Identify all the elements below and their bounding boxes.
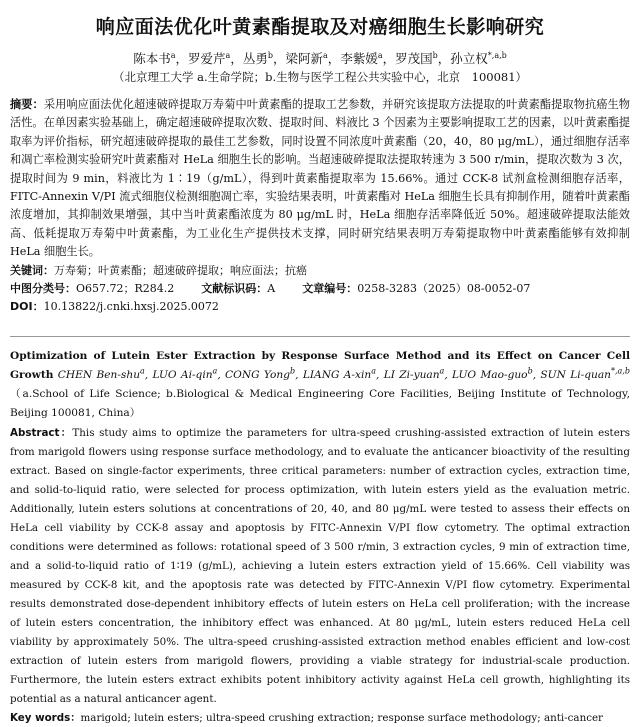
author-affiliation-mark: a: [170, 50, 176, 60]
author: SUN Li-quan: [540, 368, 611, 381]
clc-label: 中图分类号：: [10, 281, 76, 295]
author-affiliation-mark: a: [140, 366, 145, 376]
chinese-authors: 陈本书$^a$，罗爱芹$^a$，丛勇$^b$，梁阿新$^a$，李紫媛$^a$，罗茂国$^b$，孙立权$^{*,a,b}$: [133, 50, 507, 66]
english-keywords-text: marigold; lutein esters; ultra-speed crushing extraction; response surface methodology; anti-cancer: [80, 711, 603, 724]
author: LUO Ai-qin: [152, 368, 213, 381]
classification-row: [10, 280, 630, 298]
english-keywords-label: Key words：: [10, 711, 81, 724]
english-authors: CHEN Ben-shu$^a$, LUO Ai-qin$^a$, CONG Yong$^b$, LIANG A-xin$^a$, LI Zi-yuan$^a$, LUO Mao-guo$^b$, SUN Li-quan$^{*,a,b}$: [57, 366, 630, 381]
chinese-abstract-text: 采用响应面法优化超速破碎提取万寿菊中叶黄素酯的提取工艺参数，并研究该提取方法提取的叶黄素酯提取物抗癌生物活性。在单因素实验基础上，确定超速破碎提取次数、提取时间、料液比 3 个因素为主要影响提取工艺的因素，以叶黄素酯提取率为评价指标，研究超速破碎提取的最佳工艺参数，同时设置不同浓度叶黄素酯（20，40，80 μg/mL），通过细胞存活率和凋亡率检测实验研究叶黄素酯对 HeLa 细胞生长的影响。当超速破碎提取法提取转速为 3 500 r/min，提取次数为 3 次，提取时间为 9 min，料液比为 1∶19（g/mL），得到叶黄素酯提取率为 15.66%。通过 CCK-8 试剂盒检测细胞存活率，FITC-Annexin V/PI 流式细胞仪检测细胞凋亡率，实验结果表明，叶黄素酯对 HeLa 细胞生长具有抑制作用，随着叶黄素酯浓度增加，其抑制效果增强，其中当叶黄素酯浓度为 80 μg/mL 时，HeLa 细胞存活率降低近 50%。超速破碎提取法能效高、低耗提取万寿菊中叶黄素酯，为工业化生产提供技术支撑，同时研究结果表明万寿菊提取物中叶黄素酯能够有效抑制 HeLa 细胞生长。: [10, 98, 630, 259]
author-affiliation-mark: b: [267, 50, 273, 60]
english-title: Optimization of Lutein Ester Extraction by Response Surface Method and its Effect on Cancer Cell Growth: [10, 349, 630, 381]
english-abstract: [10, 424, 630, 709]
author: 罗茂国: [395, 51, 433, 66]
author-affiliation-mark: b: [289, 366, 296, 376]
article-no-value: 0258-3283（2025）08-0052-07: [357, 281, 531, 295]
author: CHEN Ben-shu: [57, 368, 141, 381]
author-affiliation-mark: b: [527, 366, 533, 376]
english-title-block: [10, 347, 630, 423]
author: 梁阿新: [285, 51, 324, 66]
author-affiliation-mark: a: [371, 366, 376, 376]
doc-code-label: 文献标识码：: [201, 281, 268, 295]
article-no-label: 文章编号：: [302, 281, 358, 295]
section-divider: [10, 336, 630, 337]
author-affiliation-mark: *,a,b: [610, 366, 630, 376]
author-affiliation-mark: a: [212, 366, 218, 376]
author: 丛勇: [242, 51, 268, 66]
author-affiliation-mark: a: [377, 50, 383, 60]
chinese-title: 响应面法优化叶黄素酯提取及对癌细胞生长影响研究: [95, 16, 545, 38]
author: LIANG A-xin: [302, 368, 372, 381]
chinese-abstract: [10, 96, 630, 262]
chinese-keywords-label: 关键词：: [10, 263, 54, 277]
chinese-abstract-label: 摘要：: [10, 98, 44, 111]
doc-code-value: A: [267, 281, 276, 295]
author: CONG Yong: [225, 368, 290, 381]
author-affiliation-mark: a: [439, 366, 445, 376]
english-affiliation: （a.School of Life Science; b.Biological & Medical Engineering Core Facilities, Beijing Institute of Technology, Beijing 100081, China）: [10, 387, 630, 419]
english-abstract-label: Abstract：: [10, 426, 73, 439]
author: 孙立权: [450, 51, 488, 66]
author: LI Zi-yuan: [383, 368, 440, 381]
english-abstract-text: This study aims to optimize the parameters for ultra-speed crushing-assisted extraction of lutein esters from marigold flowers using response surface methodology, and to evaluate the anticancer bioactivity of the resulting extract. Based on single-factor experiments, three critical parameters: number of extraction cycles, extraction time, and solid-to-liquid ratio, were selected for process optimization, with lutein esters yield as the evaluation metric. Additionally, lutein esters solutions at concentrations of 20, 40, and 80 μg/mL were tested to assess their effects on HeLa cell viability by CCK-8 assay and apoptosis by FITC-Annexin V/PI flow cytometry. The optimal extraction conditions were determined as follows: rotational speed of 3 500 r/min, 3 extraction cycles, 9 min of extraction time, and a solid-to-liquid ratio of 1∶19 (g/mL), achieving a lutein esters extraction yield of 15.66%. Cell viability was measured by CCK-8 kit, and the apoptosis rate was detected by FITC-Annexin V/PI flow cytometry. Experimental results demonstrated dose-dependent inhibitory effects of lutein esters on HeLa cell proliferation; with the increase of lutein esters concentration, the inhibitory effect was enhanced. At 80 μg/mL, lutein esters reduced HeLa cell viability by approximately 50%. The ultra-speed crushing-assisted extraction method enables efficient and low-cost extraction of lutein esters from marigold flowers, providing a viable strategy for industrial-scale production. Furthermore, the lutein esters extract exhibits potent inhibitory activity against HeLa cell growth, highlighting its potential as a natural anticancer agent.: [10, 426, 630, 705]
chinese-keywords: [10, 262, 630, 280]
author-affiliation-mark: a: [323, 50, 328, 60]
author: 李紫媛: [340, 51, 378, 66]
clc-value: O657.72；R284.2: [76, 281, 175, 295]
author-affiliation-mark: *,a,b: [487, 50, 507, 60]
author-affiliation-mark: a: [225, 50, 231, 60]
doi-label: DOI：: [10, 299, 44, 313]
doi-row: [10, 298, 630, 316]
author: 罗爱芹: [188, 51, 226, 66]
doi-value: 10.13822/j.cnki.hxsj.2025.0072: [43, 299, 219, 313]
author: LUO Mao-guo: [452, 368, 528, 381]
author-affiliation-mark: b: [432, 50, 438, 60]
author: 陈本书: [133, 51, 171, 66]
chinese-affiliation: （北京理工大学 a.生命学院；b.生物与医学工程公共实验中心，北京 100081）: [112, 70, 528, 84]
chinese-keywords-text: 万寿菊；叶黄素酯；超速破碎提取；响应面法；抗癌: [54, 263, 307, 277]
